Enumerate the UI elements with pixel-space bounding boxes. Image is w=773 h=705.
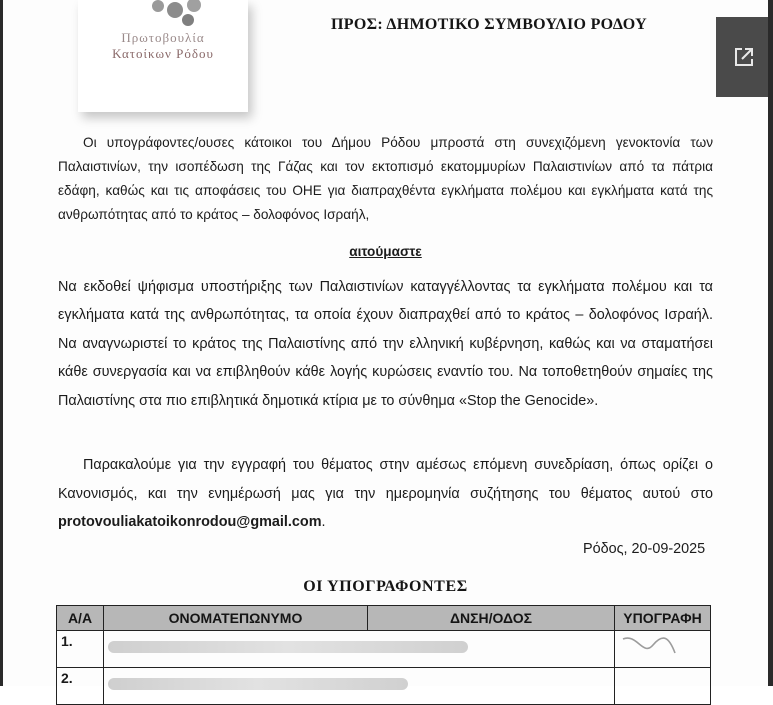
document-page	[3, 0, 768, 686]
addressee-heading: ΠΡΟΣ: ΔΗΜΟΤΙΚΟ ΣΥΜΒΟΥΛΙΟ ΡΟΔΟΥ	[331, 16, 647, 33]
table-row	[57, 631, 711, 668]
contact-email: protovouliakatoikonrodou@gmail.com	[58, 514, 322, 530]
logo	[78, 0, 248, 112]
signature-cell	[615, 631, 711, 668]
closing-period: .	[321, 514, 326, 530]
closing-text: Παρακαλούμε για την εγγραφή του θέματος στην αμέσως επόμενη συνεδρίαση, όπως ορίζει ο Κανονισμός, και την ενημέρωσή μας για την ημερομηνία συζήτησης του θέματος αυτού στο	[58, 457, 713, 502]
logo-line-2: Κατοίκων Ρόδου	[112, 46, 214, 61]
signatures-table	[56, 605, 711, 705]
row-number: 1.	[57, 631, 104, 668]
redacted-entry	[104, 668, 615, 705]
demands-paragraph: Να εκδοθεί ψήφισμα υποστήριξης των Παλαιστινίων καταγγέλλοντας τα εγκλήματα πολέμου και τα εγκλήματα κατά της ανθρωπότητας, τα οποία έχουν διαπραχθεί από το κράτος – δολοφόνος Ισραήλ. Να αναγνωριστεί το κράτος της Παλαιστίνης από την ελληνική κυβέρνηση, καθώς και να σταματήσει κάθε συνεργασία και να επιβληθούν κάθε λογής κυρώσεις εναντίο του. Να τοποθετηθούν σημαίες της Παλαιστίνης στα πιο επιβλητικά δημοτικά κτίρια με το σύνθημα «Stop the Genocide».	[58, 279, 713, 409]
open-external-icon	[732, 45, 756, 69]
table-row	[57, 668, 711, 705]
intro-paragraph: Οι υπογράφοντες/ουσες κάτοικοι του Δήμου Ρόδου μπροστά στη συνεχιζόμενη γενοκτονία των Παλαιστινίων, την ισοπέδωση της Γάζας και τον εκτοπισμό εκατομμυρίων Παλαιστινίων από τα πάτρια εδάφη, καθώς και τις αποφάσεις του ΟΗΕ για διαπραχθέντα εγκλήματα πολέμου και εγκλήματα κατά της ανθρωπότητας από το κράτος – δολοφόνος Ισραήλ,	[58, 135, 713, 222]
redaction-blur	[108, 641, 468, 653]
redacted-entry	[104, 631, 615, 668]
column-header: ΟΝΟΜΑΤΕΠΩΝΥΜΟ	[104, 606, 368, 631]
column-header: ΔΝΣΗ/ΟΔΟΣ	[368, 606, 615, 631]
column-header: Α/Α	[57, 606, 104, 631]
row-number: 2.	[57, 668, 104, 705]
place-date: Ρόδος, 20-09-2025	[583, 541, 706, 557]
logo-dots-icon	[148, 0, 218, 28]
logo-line-1: Πρωτοβουλία	[121, 30, 205, 45]
signatures-title: ΟΙ ΥΠΟΓΡΑΦΟΝΤΕΣ	[303, 578, 468, 595]
viewer-frame-right	[768, 0, 773, 686]
redaction-blur	[108, 678, 408, 690]
open-external-button[interactable]	[716, 17, 771, 97]
signature-scribble-icon	[619, 631, 679, 661]
closing-paragraph	[58, 451, 713, 537]
signature-cell	[615, 668, 711, 705]
request-heading: αιτούμαστε	[349, 244, 422, 259]
column-header: ΥΠΟΓΡΑΦΗ	[615, 606, 711, 631]
table-header-row	[57, 606, 711, 631]
